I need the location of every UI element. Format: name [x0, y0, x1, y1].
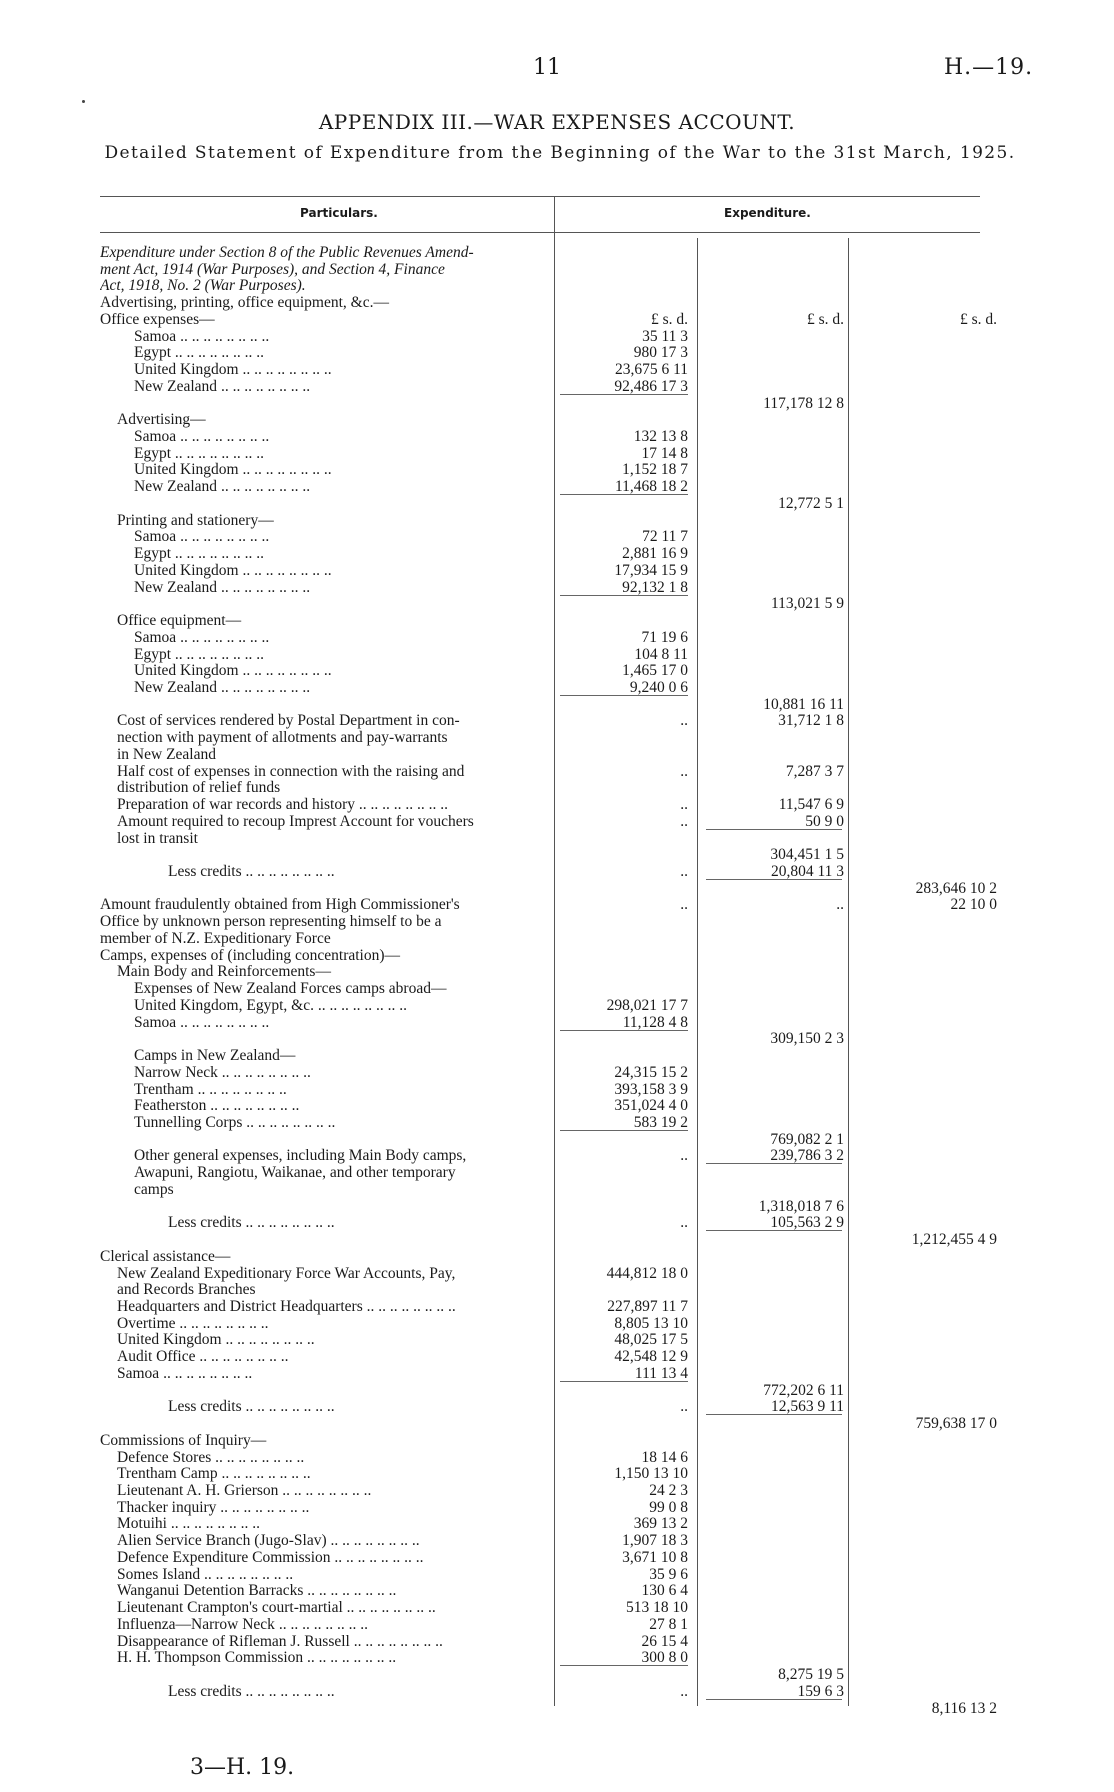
- subtotal-rule: [560, 1381, 688, 1382]
- amount-c1: ..: [680, 762, 688, 780]
- row-particulars: camps: [134, 1180, 174, 1198]
- leader-dots: .. .. .. .. .. .. .. ..: [171, 444, 265, 462]
- row-particulars: United Kingdom .. .. .. .. .. .. .. ..: [134, 361, 332, 379]
- row-particulars: New Zealand .. .. .. .. .. .. .. ..: [134, 478, 311, 496]
- subtotal-rule: [706, 1163, 842, 1164]
- statement-subtitle: Detailed Statement of Expenditure from the Beginning of the War to the 31st March, 1925.: [104, 143, 1016, 163]
- row-particulars: United Kingdom .. .. .. .. .. .. .. ..: [134, 461, 332, 479]
- row-particulars: Egypt .. .. .. .. .. .. .. ..: [134, 344, 265, 362]
- subtotal-rule: [706, 1414, 842, 1415]
- row-particulars: Camps in New Zealand—: [134, 1047, 296, 1065]
- leader-dots: .. .. .. .. .. .. .. ..: [217, 1465, 311, 1483]
- row-particulars: Narrow Neck .. .. .. .. .. .. .. ..: [134, 1063, 311, 1081]
- row-particulars: Less credits .. .. .. .. .. .. .. ..: [168, 1214, 335, 1232]
- subtotal-rule: [560, 494, 688, 495]
- amount-c1: 27 8 1: [649, 1615, 688, 1633]
- amount-c1: 298,021 17 7: [606, 996, 688, 1014]
- amount-c2: 304,451 1 5: [770, 846, 844, 864]
- amount-c3: 1,212,455 4 9: [911, 1231, 997, 1249]
- row-particulars: New Zealand .. .. .. .. .. .. .. ..: [134, 578, 311, 596]
- leader-dots: .. .. .. .. .. .. .. ..: [171, 645, 265, 663]
- row-particulars: Amount required to recoup Imprest Account for vouchers: [117, 812, 474, 830]
- leader-dots: .. .. .. .. .. .. .. ..: [274, 1615, 368, 1633]
- amount-c1: 92,132 1 8: [622, 578, 688, 596]
- row-particulars: Samoa .. .. .. .. .. .. .. ..: [117, 1364, 253, 1382]
- row-particulars: Office expenses—: [100, 310, 215, 328]
- amount-c1: 1,907 18 3: [622, 1532, 688, 1550]
- row-particulars: Egypt .. .. .. .. .. .. .. ..: [134, 645, 265, 663]
- row-particulars: Office equipment—: [117, 612, 242, 630]
- leader-dots: .. .. .. .. .. .. .. ..: [217, 478, 311, 496]
- leader-dots: .. .. .. .. .. .. .. ..: [166, 1515, 260, 1533]
- row-particulars: nection with payment of allotments and pay-warrants: [117, 729, 448, 747]
- amount-c1: 11,468 18 2: [614, 478, 688, 496]
- row-particulars: Commissions of Inquiry—: [100, 1431, 267, 1449]
- subtotal-rule: [706, 829, 842, 830]
- leader-dots: .. .. .. .. .. .. .. ..: [313, 996, 407, 1014]
- row-particulars: Less credits .. .. .. .. .. .. .. ..: [168, 1682, 335, 1700]
- row-particulars: New Zealand .. .. .. .. .. .. .. ..: [134, 377, 311, 395]
- row-particulars: Overtime .. .. .. .. .. .. .. ..: [117, 1314, 269, 1332]
- amount-c2: 772,202 6 11: [763, 1381, 844, 1399]
- amount-c1: ..: [680, 863, 688, 880]
- amount-c2: 113,021 5 9: [770, 595, 844, 613]
- row-particulars: Less credits .. .. .. .. .. .. .. ..: [168, 1398, 335, 1416]
- amount-c2: 239,786 3 2: [770, 1147, 844, 1165]
- row-particulars: Clerical assistance—: [100, 1247, 231, 1265]
- row-particulars: Main Body and Reinforcements—: [117, 963, 331, 981]
- leader-dots: .. .. .. .. .. .. .. ..: [193, 1080, 287, 1098]
- amount-c1: 71 19 6: [641, 628, 688, 646]
- row-particulars: Defence Stores .. .. .. .. .. .. .. ..: [117, 1448, 305, 1466]
- subtotal-rule: [560, 695, 688, 696]
- leader-dots: .. .. .. .. .. .. .. ..: [206, 1097, 300, 1115]
- row-particulars: Less credits .. .. .. .. .. .. .. ..: [168, 863, 335, 880]
- leader-dots: .. .. .. .. .. .. .. ..: [221, 1331, 315, 1349]
- row-particulars: Preparation of war records and history .. .. .. .. .. .. .. ..: [117, 796, 449, 814]
- row-particulars: Samoa .. .. .. .. .. .. .. ..: [134, 628, 270, 646]
- amount-c1: ..: [680, 796, 688, 814]
- amount-c3: £ s. d.: [959, 310, 997, 328]
- leader-dots: .. .. .. .. .. .. .. ..: [241, 1398, 335, 1416]
- subtotal-rule: [560, 595, 688, 596]
- amount-c1: 583 19 2: [633, 1113, 688, 1131]
- row-particulars: and Records Branches: [117, 1281, 256, 1299]
- amount-c1: 369 13 2: [633, 1515, 688, 1533]
- amount-c1: 24 2 3: [649, 1482, 688, 1500]
- amount-c1: 980 17 3: [633, 344, 688, 362]
- amount-c2: 105,563 2 9: [770, 1214, 844, 1232]
- amount-c2: 8,275 19 5: [778, 1666, 844, 1684]
- row-particulars: Headquarters and District Headquarters .. .. .. .. .. .. .. ..: [117, 1297, 456, 1315]
- amount-c1: 444,812 18 0: [606, 1264, 688, 1282]
- row-particulars: Expenses of New Zealand Forces camps abroad—: [134, 980, 447, 998]
- leader-dots: .. .. .. .. .. .. .. ..: [342, 1599, 436, 1617]
- row-particulars: Defence Expenditure Commission .. .. .. .. .. .. .. ..: [117, 1548, 424, 1566]
- leader-dots: .. .. .. .. .. .. .. ..: [238, 361, 332, 379]
- amount-c3: 22 10 0: [950, 896, 997, 914]
- leader-dots: .. .. .. .. .. .. .. ..: [330, 1548, 424, 1566]
- amount-c1: 2,881 16 9: [622, 545, 688, 563]
- column-head-particulars: Particulars.: [300, 206, 378, 220]
- subtotal-rule: [560, 1665, 688, 1666]
- row-particulars: Cost of services rendered by Postal Department in con-: [117, 712, 460, 730]
- amount-c3: 283,646 10 2: [915, 879, 997, 897]
- leader-dots: .. .. .. .. .. .. .. ..: [217, 1063, 311, 1081]
- leader-dots: .. .. .. .. .. .. .. ..: [238, 461, 332, 479]
- row-particulars: Trentham .. .. .. .. .. .. .. ..: [134, 1080, 287, 1098]
- amount-c1: 351,024 4 0: [614, 1097, 688, 1115]
- row-particulars: Act, 1918, No. 2 (War Purposes).: [100, 277, 306, 295]
- amount-c1: 8,805 13 10: [614, 1314, 688, 1332]
- amount-c1: ..: [680, 1214, 688, 1232]
- amount-c2: 20,804 11 3: [770, 863, 844, 880]
- leader-dots: .. .. .. .. .. .. .. ..: [241, 1682, 335, 1700]
- leader-dots: .. .. .. .. .. .. .. ..: [211, 1448, 305, 1466]
- subtotal-rule: [560, 394, 688, 395]
- row-particulars: Lieutenant Crampton's court-martial .. .. .. .. .. .. .. ..: [117, 1599, 436, 1617]
- leader-dots: .. .. .. .. .. .. .. ..: [241, 863, 335, 880]
- appendix-title: APPENDIX III.—WAR EXPENSES ACCOUNT.: [318, 110, 796, 134]
- amount-c1: 72 11 7: [642, 528, 688, 546]
- row-particulars: New Zealand .. .. .. .. .. .. .. ..: [134, 678, 311, 696]
- leader-dots: .. .. .. .. .. .. .. ..: [216, 1498, 310, 1516]
- row-particulars: Egypt .. .. .. .. .. .. .. ..: [134, 444, 265, 462]
- leader-dots: .. .. .. .. .. .. .. ..: [175, 1314, 269, 1332]
- leader-dots: .. .. .. .. .. .. .. ..: [278, 1482, 372, 1500]
- amount-c2: 31,712 1 8: [778, 712, 844, 730]
- row-particulars: ment Act, 1914 (War Purposes), and Section 4, Finance: [100, 260, 445, 278]
- subtotal-rule: [706, 1699, 842, 1700]
- row-particulars: United Kingdom .. .. .. .. .. .. .. ..: [134, 662, 332, 680]
- row-particulars: Advertising, printing, office equipment, &c.—: [100, 294, 389, 312]
- row-particulars: United Kingdom, Egypt, &c. .. .. .. .. .. .. .. ..: [134, 996, 407, 1014]
- row-particulars: Camps, expenses of (including concentration)—: [100, 946, 401, 964]
- amount-c2: 117,178 12 8: [763, 394, 844, 412]
- amount-c1: 132 13 8: [633, 428, 688, 446]
- amount-c1: 1,465 17 0: [622, 662, 688, 680]
- row-particulars: Featherston .. .. .. .. .. .. .. ..: [134, 1097, 300, 1115]
- leader-dots: .. .. .. .. .. .. .. ..: [176, 628, 270, 646]
- amount-c1: ..: [680, 1398, 688, 1416]
- leader-dots: .. .. .. .. .. .. .. ..: [217, 377, 311, 395]
- amount-c1: 1,150 13 10: [614, 1465, 688, 1483]
- row-particulars: member of N.Z. Expeditionary Force: [100, 929, 331, 947]
- subtotal-rule: [560, 1130, 688, 1131]
- row-particulars: Somes Island .. .. .. .. .. .. .. ..: [117, 1565, 294, 1583]
- row-particulars: Awapuni, Rangiotu, Waikanae, and other temporary: [134, 1164, 456, 1182]
- page-number: 11: [533, 55, 561, 80]
- amount-c2: 11,547 6 9: [778, 796, 844, 814]
- amount-c1: 393,158 3 9: [614, 1080, 688, 1098]
- amount-c2: 12,772 5 1: [778, 494, 844, 512]
- amount-c3: 8,116 13 2: [931, 1699, 997, 1717]
- leader-dots: .. .. .. .. .. .. .. ..: [362, 1297, 456, 1315]
- amount-c1: 17 14 8: [641, 444, 688, 462]
- leader-dots: .. .. .. .. .. .. .. ..: [195, 1348, 289, 1366]
- leader-dots: .. .. .. .. .. .. .. ..: [171, 344, 265, 362]
- leader-dots: .. .. .. .. .. .. .. ..: [242, 1113, 336, 1131]
- row-particulars: in New Zealand: [117, 745, 216, 763]
- row-particulars: Lieutenant A. H. Grierson .. .. .. .. .. .. .. ..: [117, 1482, 372, 1500]
- row-particulars: Audit Office .. .. .. .. .. .. .. ..: [117, 1348, 289, 1366]
- amount-c1: 130 6 4: [641, 1582, 688, 1600]
- amount-c2: 1,318,018 7 6: [758, 1197, 844, 1215]
- footer-signature: 3—H. 19.: [190, 1755, 295, 1780]
- amount-c2: 12,563 9 11: [770, 1398, 844, 1416]
- amount-c1: 26 15 4: [641, 1632, 688, 1650]
- amount-c1: 9,240 0 6: [629, 678, 688, 696]
- amount-c1: 24,315 15 2: [614, 1063, 688, 1081]
- row-particulars: United Kingdom .. .. .. .. .. .. .. ..: [117, 1331, 315, 1349]
- leader-dots: .. .. .. .. .. .. .. ..: [200, 1565, 294, 1583]
- row-particulars: Disappearance of Rifleman J. Russell .. .. .. .. .. .. .. ..: [117, 1632, 443, 1650]
- row-particulars: Tunnelling Corps .. .. .. .. .. .. .. ..: [134, 1113, 336, 1131]
- amount-c1: 92,486 17 3: [614, 377, 688, 395]
- row-particulars: Egypt .. .. .. .. .. .. .. ..: [134, 545, 265, 563]
- amount-c1: 300 8 0: [641, 1649, 688, 1667]
- amount-c2: 10,881 16 11: [763, 695, 844, 713]
- row-particulars: Samoa .. .. .. .. .. .. .. ..: [134, 428, 270, 446]
- row-particulars: United Kingdom .. .. .. .. .. .. .. ..: [134, 561, 332, 579]
- amount-c3: 759,638 17 0: [915, 1415, 997, 1433]
- row-particulars: Printing and stationery—: [117, 511, 274, 529]
- leader-dots: .. .. .. .. .. .. .. ..: [176, 327, 270, 345]
- leader-dots: .. .. .. .. .. .. .. ..: [217, 578, 311, 596]
- amount-c2: 309,150 2 3: [770, 1030, 844, 1048]
- row-particulars: Thacker inquiry .. .. .. .. .. .. .. ..: [117, 1498, 310, 1516]
- leader-dots: .. .. .. .. .. .. .. ..: [171, 545, 265, 563]
- amount-c1: 35 9 6: [649, 1565, 688, 1583]
- row-particulars: Expenditure under Section 8 of the Public Revenues Amend-: [100, 244, 474, 261]
- leader-dots: .. .. .. .. .. .. .. ..: [326, 1532, 420, 1550]
- document-reference: H.—19.: [944, 55, 1034, 80]
- amount-c1: ..: [680, 896, 688, 914]
- amount-c1: 111 13 4: [634, 1364, 688, 1382]
- row-particulars: Wanganui Detention Barracks .. .. .. .. .. .. .. ..: [117, 1582, 397, 1600]
- row-particulars: Office by unknown person representing himself to be a: [100, 913, 442, 931]
- leader-dots: .. .. .. .. .. .. .. ..: [176, 1013, 270, 1031]
- amount-c2: 159 6 3: [797, 1682, 844, 1700]
- row-particulars: Amount fraudulently obtained from High Commissioner's: [100, 896, 460, 914]
- amount-c1: £ s. d.: [650, 310, 688, 328]
- amount-c1: 35 11 3: [642, 327, 688, 345]
- amount-c1: ..: [680, 812, 688, 830]
- leader-dots: .. .. .. .. .. .. .. ..: [241, 1214, 335, 1232]
- amount-c1: 513 18 10: [626, 1599, 688, 1617]
- row-particulars: Advertising—: [117, 411, 206, 429]
- subtotal-rule: [706, 879, 842, 880]
- leader-dots: .. .. .. .. .. .. .. ..: [159, 1364, 253, 1382]
- amount-c1: 42,548 12 9: [614, 1348, 688, 1366]
- row-particulars: Influenza—Narrow Neck .. .. .. .. .. .. .. ..: [117, 1615, 368, 1633]
- row-particulars: Other general expenses, including Main Body camps,: [134, 1147, 467, 1165]
- row-particulars: Alien Service Branch (Jugo-Slav) .. .. .. .. .. .. .. ..: [117, 1532, 420, 1550]
- subtotal-rule: [706, 1230, 842, 1231]
- amount-c2: 7,287 3 7: [785, 762, 844, 780]
- amount-c2: £ s. d.: [806, 310, 844, 328]
- column-head-expenditure: Expenditure.: [724, 206, 811, 220]
- amount-c1: 99 0 8: [649, 1498, 688, 1516]
- leader-dots: .. .. .. .. .. .. .. ..: [238, 561, 332, 579]
- row-particulars: Samoa .. .. .. .. .. .. .. ..: [134, 528, 270, 546]
- leader-dots: .. .. .. .. .. .. .. ..: [238, 662, 332, 680]
- amount-c2: 50 9 0: [805, 812, 844, 830]
- leader-dots: .. .. .. .. .. .. .. ..: [176, 528, 270, 546]
- leader-dots: .. .. .. .. .. .. .. ..: [349, 1632, 443, 1650]
- amount-c1: 227,897 11 7: [607, 1297, 688, 1315]
- amount-c1: 3,671 10 8: [622, 1548, 688, 1566]
- amount-c1: ..: [680, 1682, 688, 1700]
- subtotal-rule: [560, 1030, 688, 1031]
- row-particulars: Motuihi .. .. .. .. .. .. .. ..: [117, 1515, 260, 1533]
- leader-dots: .. .. .. .. .. .. .. ..: [217, 678, 311, 696]
- row-particulars: H. H. Thompson Commission .. .. .. .. .. .. .. ..: [117, 1649, 397, 1667]
- row-particulars: Samoa .. .. .. .. .. .. .. ..: [134, 1013, 270, 1031]
- amount-c1: 18 14 6: [641, 1448, 688, 1466]
- leader-dots: .. .. .. .. .. .. .. ..: [303, 1649, 397, 1667]
- amount-c1: 17,934 15 9: [614, 561, 688, 579]
- amount-c1: 48,025 17 5: [614, 1331, 688, 1349]
- row-particulars: distribution of relief funds: [117, 779, 281, 797]
- amount-c1: ..: [680, 712, 688, 730]
- row-particulars: Samoa .. .. .. .. .. .. .. ..: [134, 327, 270, 345]
- amount-c1: 11,128 4 8: [622, 1013, 688, 1031]
- amount-c1: 1,152 18 7: [622, 461, 688, 479]
- amount-c2: ..: [836, 896, 844, 914]
- amount-c1: 104 8 11: [634, 645, 688, 663]
- leader-dots: .. .. .. .. .. .. .. ..: [303, 1582, 397, 1600]
- amount-c1: ..: [680, 1147, 688, 1165]
- leader-dots: .. .. .. .. .. .. .. ..: [176, 428, 270, 446]
- amount-c2: 769,082 2 1: [770, 1130, 844, 1148]
- row-particulars: lost in transit: [117, 829, 198, 847]
- row-particulars: Trentham Camp .. .. .. .. .. .. .. ..: [117, 1465, 311, 1483]
- row-particulars: Half cost of expenses in connection with the raising and: [117, 762, 465, 780]
- leader-dots: .. .. .. .. .. .. .. ..: [355, 796, 449, 814]
- amount-c1: 23,675 6 11: [614, 361, 688, 379]
- row-particulars: New Zealand Expeditionary Force War Accounts, Pay,: [117, 1264, 456, 1282]
